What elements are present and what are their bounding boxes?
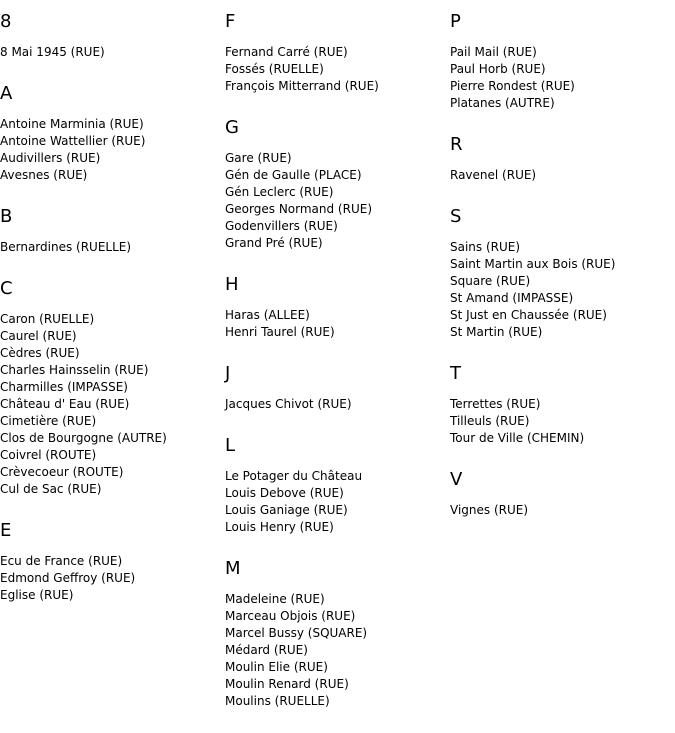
group-letter-heading: T: [450, 363, 461, 384]
letter-group: [450, 207, 615, 341]
street-link[interactable]: Terrettes (RUE): [450, 397, 541, 411]
street-link[interactable]: Marcel Bussy (SQUARE): [225, 626, 368, 640]
street-list: [0, 311, 167, 498]
group-letter-heading: B: [0, 206, 13, 227]
street-link[interactable]: Antoine Marminia (RUE): [0, 117, 144, 131]
street-link[interactable]: Vignes (RUE): [450, 503, 529, 517]
street-link[interactable]: Sains (RUE): [450, 240, 521, 254]
street-link[interactable]: Paul Horb (RUE): [450, 62, 546, 76]
street-link[interactable]: Grand Pré (RUE): [225, 236, 323, 250]
street-link[interactable]: Madeleine (RUE): [225, 592, 325, 606]
street-link[interactable]: Tour de Ville (CHEMIN): [450, 431, 585, 445]
street-link[interactable]: Tilleuls (RUE): [450, 414, 530, 428]
street-list: [450, 239, 615, 341]
group-letter-heading: J: [225, 363, 231, 384]
street-list: [450, 396, 615, 447]
street-link[interactable]: Marceau Objois (RUE): [225, 609, 356, 623]
letter-group: [450, 12, 615, 112]
street-link[interactable]: Pail Mail (RUE): [450, 45, 537, 59]
group-letter-heading: E: [0, 520, 12, 541]
group-letter-heading: L: [225, 435, 236, 456]
letter-group: [450, 364, 615, 447]
street-list: [225, 396, 379, 413]
letter-group: [225, 364, 379, 413]
group-letter-heading: V: [450, 469, 463, 490]
street-link[interactable]: Coivrel (ROUTE): [0, 448, 97, 462]
street-link[interactable]: Charles Hainsselin (RUE): [0, 363, 149, 377]
street-link[interactable]: Le Potager du Château: [225, 469, 363, 483]
street-link[interactable]: Antoine Wattellier (RUE): [0, 134, 146, 148]
group-letter-heading: F: [225, 11, 236, 32]
letter-group: [0, 84, 167, 184]
street-link[interactable]: Louis Ganiage (RUE): [225, 503, 348, 517]
street-link[interactable]: François Mitterrand (RUE): [225, 79, 379, 93]
street-link[interactable]: 8 Mai 1945 (RUE): [0, 45, 105, 59]
street-link[interactable]: Gén de Gaulle (PLACE): [225, 168, 362, 182]
letter-group: [225, 559, 379, 710]
street-link[interactable]: Caurel (RUE): [0, 329, 77, 343]
street-link[interactable]: Clos de Bourgogne (AUTRE): [0, 431, 167, 445]
street-link[interactable]: Fossés (RUELLE): [225, 62, 324, 76]
index-column-3: [450, 12, 615, 542]
street-list: [225, 44, 379, 95]
street-list: [225, 307, 379, 341]
street-link[interactable]: Avesnes (RUE): [0, 168, 88, 182]
street-link[interactable]: Platanes (AUTRE): [450, 96, 555, 110]
street-link[interactable]: Cimetière (RUE): [0, 414, 97, 428]
street-list: [225, 468, 379, 536]
group-letter-heading: S: [450, 206, 462, 227]
street-link[interactable]: St Martin (RUE): [450, 325, 543, 339]
street-list: [0, 44, 167, 61]
group-letter-heading: P: [450, 11, 461, 32]
street-link[interactable]: Cul de Sac (RUE): [0, 482, 102, 496]
letter-group: [225, 436, 379, 536]
letter-group: [225, 12, 379, 95]
group-letter-heading: A: [0, 83, 13, 104]
index-column-1: [0, 12, 167, 627]
letter-group: [0, 12, 167, 61]
group-letter-heading: H: [225, 274, 239, 295]
group-letter-heading: M: [225, 558, 241, 579]
letter-group: [225, 275, 379, 341]
street-link[interactable]: Jacques Chivot (RUE): [225, 397, 352, 411]
group-letter-heading: G: [225, 117, 239, 138]
street-link[interactable]: Moulin Renard (RUE): [225, 677, 349, 691]
index-column-2: [225, 12, 379, 733]
letter-group: [450, 135, 615, 184]
street-link[interactable]: Square (RUE): [450, 274, 531, 288]
group-letter-heading: R: [450, 134, 463, 155]
street-link[interactable]: Georges Normand (RUE): [225, 202, 372, 216]
group-letter-heading: C: [0, 278, 13, 299]
street-list: [450, 167, 615, 184]
street-list: [225, 150, 379, 252]
street-list: [225, 591, 379, 710]
street-link[interactable]: Charmilles (IMPASSE): [0, 380, 128, 394]
street-link[interactable]: Ecu de France (RUE): [0, 554, 123, 568]
street-link[interactable]: Ravenel (RUE): [450, 168, 537, 182]
street-link[interactable]: Cèdres (RUE): [0, 346, 80, 360]
street-link[interactable]: Godenvillers (RUE): [225, 219, 338, 233]
letter-group: [0, 521, 167, 604]
letter-group: [225, 118, 379, 252]
letter-group: [0, 279, 167, 498]
letter-group: [0, 207, 167, 256]
street-link[interactable]: Louis Debove (RUE): [225, 486, 344, 500]
street-link[interactable]: Edmond Geffroy (RUE): [0, 571, 136, 585]
street-link[interactable]: Gén Leclerc (RUE): [225, 185, 334, 199]
street-link[interactable]: Louis Henry (RUE): [225, 520, 334, 534]
street-link[interactable]: Moulin Elie (RUE): [225, 660, 328, 674]
street-link[interactable]: Fernand Carré (RUE): [225, 45, 348, 59]
street-link[interactable]: St Just en Chaussée (RUE): [450, 308, 607, 322]
street-link[interactable]: Crèvecoeur (ROUTE): [0, 465, 124, 479]
letter-group: [450, 470, 615, 519]
street-list: [450, 502, 615, 519]
street-list: [450, 44, 615, 112]
group-letter-heading: 8: [0, 11, 12, 32]
street-link[interactable]: Caron (RUELLE): [0, 312, 95, 326]
street-list: [0, 116, 167, 184]
street-link[interactable]: Pierre Rondest (RUE): [450, 79, 575, 93]
street-link[interactable]: Gare (RUE): [225, 151, 292, 165]
street-list: [0, 553, 167, 604]
street-link[interactable]: St Amand (IMPASSE): [450, 291, 574, 305]
street-link[interactable]: Henri Taurel (RUE): [225, 325, 335, 339]
street-link[interactable]: Château d' Eau (RUE): [0, 397, 130, 411]
street-list: [0, 239, 167, 256]
street-link[interactable]: Médard (RUE): [225, 643, 308, 657]
street-link[interactable]: Moulins (RUELLE): [225, 694, 330, 708]
street-link[interactable]: Audivillers (RUE): [0, 151, 101, 165]
street-link[interactable]: Eglise (RUE): [0, 588, 74, 602]
street-link[interactable]: Saint Martin aux Bois (RUE): [450, 257, 616, 271]
street-link[interactable]: Bernardines (RUELLE): [0, 240, 132, 254]
street-link[interactable]: Haras (ALLEE): [225, 308, 310, 322]
